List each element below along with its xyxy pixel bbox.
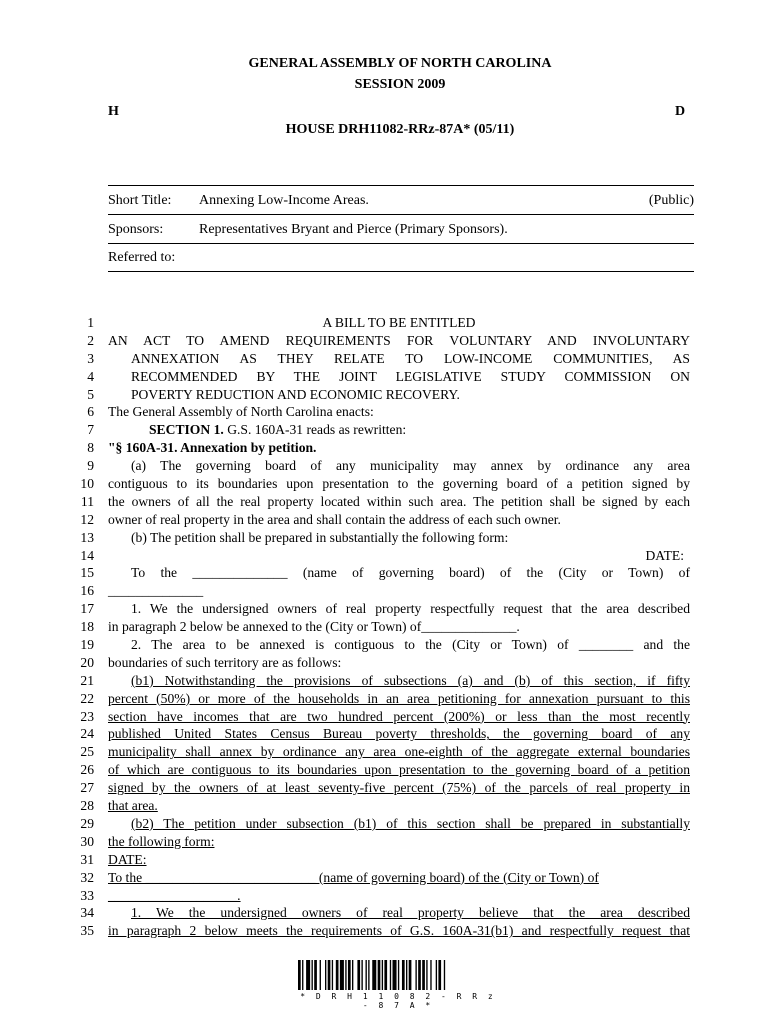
barcode-bar <box>314 960 317 990</box>
assembly-title: GENERAL ASSEMBLY OF NORTH CAROLINA <box>248 56 552 71</box>
line-text: POVERTY REDUCTION AND ECONOMIC RECOVERY. <box>131 386 460 402</box>
barcode-bar <box>430 960 431 990</box>
line-text: ANNEXATION AS THEY RELATE TO LOW-INCOME COMMUNITIES, AS <box>131 350 690 366</box>
line-number: 2 <box>87 332 94 348</box>
barcode-bar <box>393 960 397 990</box>
text-line <box>0 708 770 726</box>
text-line <box>0 887 770 905</box>
barcode-bar <box>384 960 387 990</box>
barcode-bar <box>382 960 383 990</box>
text-line <box>0 529 770 547</box>
text-line <box>0 815 770 833</box>
barcode-bar <box>320 960 321 990</box>
line-number: 28 <box>80 798 94 814</box>
line-number: 23 <box>80 708 94 724</box>
barcode-bar <box>352 960 353 990</box>
line-text: ___________________. <box>108 887 241 903</box>
line-number: 10 <box>80 476 94 492</box>
text-line <box>0 725 770 743</box>
line-text: owner of real property in the area and shall contain the address of each such owner. <box>108 511 561 527</box>
session-title: SESSION 2009 <box>354 77 446 92</box>
barcode-bar <box>336 960 339 990</box>
header-left-letter: H <box>108 104 119 119</box>
line-text: published United States Census Bureau poverty thresholds, the governing board of any <box>108 726 690 742</box>
text-line <box>0 493 770 511</box>
line-text <box>149 421 731 439</box>
text-line <box>0 350 770 368</box>
line-number: 18 <box>80 619 94 635</box>
text-line <box>0 475 770 493</box>
barcode-bar <box>378 960 381 990</box>
line-text: contiguous to its boundaries upon presentation to the governing board of a petition signed by <box>108 476 690 492</box>
line-text: DATE: <box>645 547 684 563</box>
barcode-bar <box>325 960 326 990</box>
text-line <box>0 600 770 618</box>
barcode <box>298 960 498 990</box>
text-line <box>0 618 770 636</box>
line-number: 25 <box>80 744 94 760</box>
line-number: 26 <box>80 762 94 778</box>
text-line <box>0 779 770 797</box>
line-number: 16 <box>80 583 94 599</box>
line-text: 1. We the undersigned owners of real property respectfully request that the area described <box>131 601 690 617</box>
barcode-bar <box>418 960 421 990</box>
divider <box>108 271 694 272</box>
line-number: 27 <box>80 780 94 796</box>
barcode-bar <box>444 960 445 990</box>
line-text: A BILL TO BE ENTITLED <box>322 315 476 330</box>
line-text: 1. We the undersigned owners of real property believe that the area described <box>131 905 690 921</box>
divider <box>108 214 694 215</box>
line-text: (b) The petition shall be prepared in substantially the following form: <box>131 529 509 545</box>
line-number: 5 <box>87 386 94 402</box>
barcode-bar <box>368 960 369 990</box>
line-text: "§ 160A-31. Annexation by petition. <box>108 440 317 456</box>
line-text: signed by the owners of at least seventy-five percent (75%) of the parcels of real property in <box>108 780 690 796</box>
barcode-bar <box>390 960 391 990</box>
section-text: G.S. 160A-31 reads as rewritten: <box>223 422 407 438</box>
text-line <box>0 564 770 582</box>
line-text: of which are contiguous to its boundaries upon presentation to the governing board of a petition <box>108 762 690 778</box>
sponsors-label: Sponsors: <box>108 222 164 237</box>
line-text: DATE: <box>108 851 147 867</box>
barcode-bar <box>438 960 441 990</box>
line-number: 15 <box>80 565 94 581</box>
barcode-bar <box>398 960 399 990</box>
barcode-bar <box>306 960 310 990</box>
line-number: 8 <box>87 440 94 456</box>
text-line <box>0 439 770 457</box>
barcode-bar <box>406 960 407 990</box>
text-line <box>0 314 770 332</box>
barcode-bar <box>332 960 333 990</box>
barcode-bar <box>298 960 301 990</box>
line-text: AN ACT TO AMEND REQUIREMENTS FOR VOLUNTARY AND INVOLUNTARY <box>108 332 690 348</box>
text-line <box>0 672 770 690</box>
line-number: 20 <box>80 654 94 670</box>
text-line <box>0 582 770 600</box>
line-text: the owners of all the real property located within such area. The petition shall be signed by each <box>108 493 690 509</box>
barcode-bar <box>345 960 346 990</box>
text-line <box>0 743 770 761</box>
barcode-bar <box>302 960 303 990</box>
divider <box>108 185 694 186</box>
line-number: 34 <box>80 905 94 921</box>
line-text: ______________ <box>108 583 204 599</box>
text-line <box>0 332 770 350</box>
line-text: RECOMMENDED BY THE JOINT LEGISLATIVE STUDY COMMISSION ON <box>131 368 690 384</box>
text-line <box>0 851 770 869</box>
text-line <box>0 457 770 475</box>
line-number: 14 <box>80 547 94 563</box>
divider <box>108 243 694 244</box>
text-line <box>0 421 770 439</box>
line-number: 17 <box>80 601 94 617</box>
line-text: boundaries of such territory are as follows: <box>108 654 342 670</box>
text-line <box>0 547 770 565</box>
line-number: 13 <box>80 529 94 545</box>
line-number: 31 <box>80 851 94 867</box>
line-text: that area. <box>108 798 158 814</box>
bill-text <box>0 314 770 940</box>
line-text: (b1) Notwithstanding the provisions of subsections (a) and (b) of this section, if fifty <box>131 672 690 688</box>
line-number: 33 <box>80 887 94 903</box>
section-heading: SECTION 1. <box>149 422 224 438</box>
line-text: municipality shall annex by ordinance any area one-eighth of the aggregate external boundaries <box>108 744 690 760</box>
text-line <box>0 654 770 672</box>
line-number: 1 <box>87 315 94 330</box>
line-text: 2. The area to be annexed is contiguous to the (City or Town) of ________ and the <box>131 637 690 653</box>
barcode-bar <box>372 960 376 990</box>
barcode-bar <box>328 960 331 990</box>
barcode-bar <box>366 960 367 990</box>
line-number: 35 <box>80 923 94 939</box>
barcode-bar <box>402 960 405 990</box>
text-line <box>0 403 770 421</box>
line-text: the following form: <box>108 833 215 849</box>
barcode-bar <box>426 960 427 990</box>
line-number: 4 <box>87 368 94 384</box>
referred-label: Referred to: <box>108 250 176 265</box>
text-line <box>0 386 770 404</box>
barcode-bar <box>415 960 416 990</box>
sponsors-value: Representatives Bryant and Pierce (Primary Sponsors). <box>199 222 508 237</box>
line-number: 9 <box>87 458 94 474</box>
line-number: 29 <box>80 815 94 831</box>
line-number: 12 <box>80 511 94 527</box>
short-title-label: Short Title: <box>108 193 172 208</box>
line-number: 21 <box>80 672 94 688</box>
line-text: section have incomes that are two hundred percent (200%) or less than the most recently <box>108 708 690 724</box>
text-line <box>0 797 770 815</box>
line-text: in paragraph 2 below be annexed to the (City or Town) of______________. <box>108 619 520 635</box>
line-text: To the ______________ (name of governing board) of the (City or Town) of <box>131 565 690 581</box>
line-number: 30 <box>80 833 94 849</box>
text-line <box>0 922 770 940</box>
barcode-bar <box>436 960 437 990</box>
text-line <box>0 636 770 654</box>
line-text: in paragraph 2 below meets the requirements of G.S. 160A-31(b1) and respectfully request that <box>108 923 690 939</box>
barcode-bar <box>422 960 425 990</box>
line-number: 24 <box>80 726 94 742</box>
line-text: (a) The governing board of any municipality may annex by ordinance any area <box>131 458 690 474</box>
bill-id: HOUSE DRH11082-RRz-87A* (05/11) <box>285 122 515 137</box>
text-line <box>0 761 770 779</box>
text-line <box>0 690 770 708</box>
public-label: (Public) <box>648 193 694 208</box>
barcode-bar <box>361 960 362 990</box>
text-line <box>0 869 770 887</box>
text-line <box>0 511 770 529</box>
line-number: 7 <box>87 422 94 438</box>
line-text: percent (50%) or more of the households in an area petitioning for annexation pursuant to this <box>108 690 690 706</box>
line-number: 22 <box>80 690 94 706</box>
barcode-text: * D R H 1 1 0 8 2 - R R z - 8 7 A * <box>300 992 496 1010</box>
barcode-bar <box>348 960 351 990</box>
line-text: To the _________________________ (name of governing board) of the (City or Town) of <box>108 869 599 885</box>
barcode-bar <box>409 960 412 990</box>
barcode-bar <box>357 960 360 990</box>
text-line <box>0 833 770 851</box>
text-line <box>0 904 770 922</box>
line-number: 11 <box>80 493 94 509</box>
barcode-bar <box>312 960 313 990</box>
line-number: 32 <box>80 869 94 885</box>
line-number: 6 <box>87 404 94 420</box>
line-text: The General Assembly of North Carolina enacts: <box>108 404 374 420</box>
line-number: 3 <box>87 350 94 366</box>
barcode-bar <box>340 960 344 990</box>
short-title-value: Annexing Low-Income Areas. <box>199 193 369 208</box>
line-text: (b2) The petition under subsection (b1) of this section shall be prepared in substantially <box>131 815 690 831</box>
text-line <box>0 368 770 386</box>
line-number: 19 <box>80 637 94 653</box>
header-right-letter: D <box>675 104 686 119</box>
